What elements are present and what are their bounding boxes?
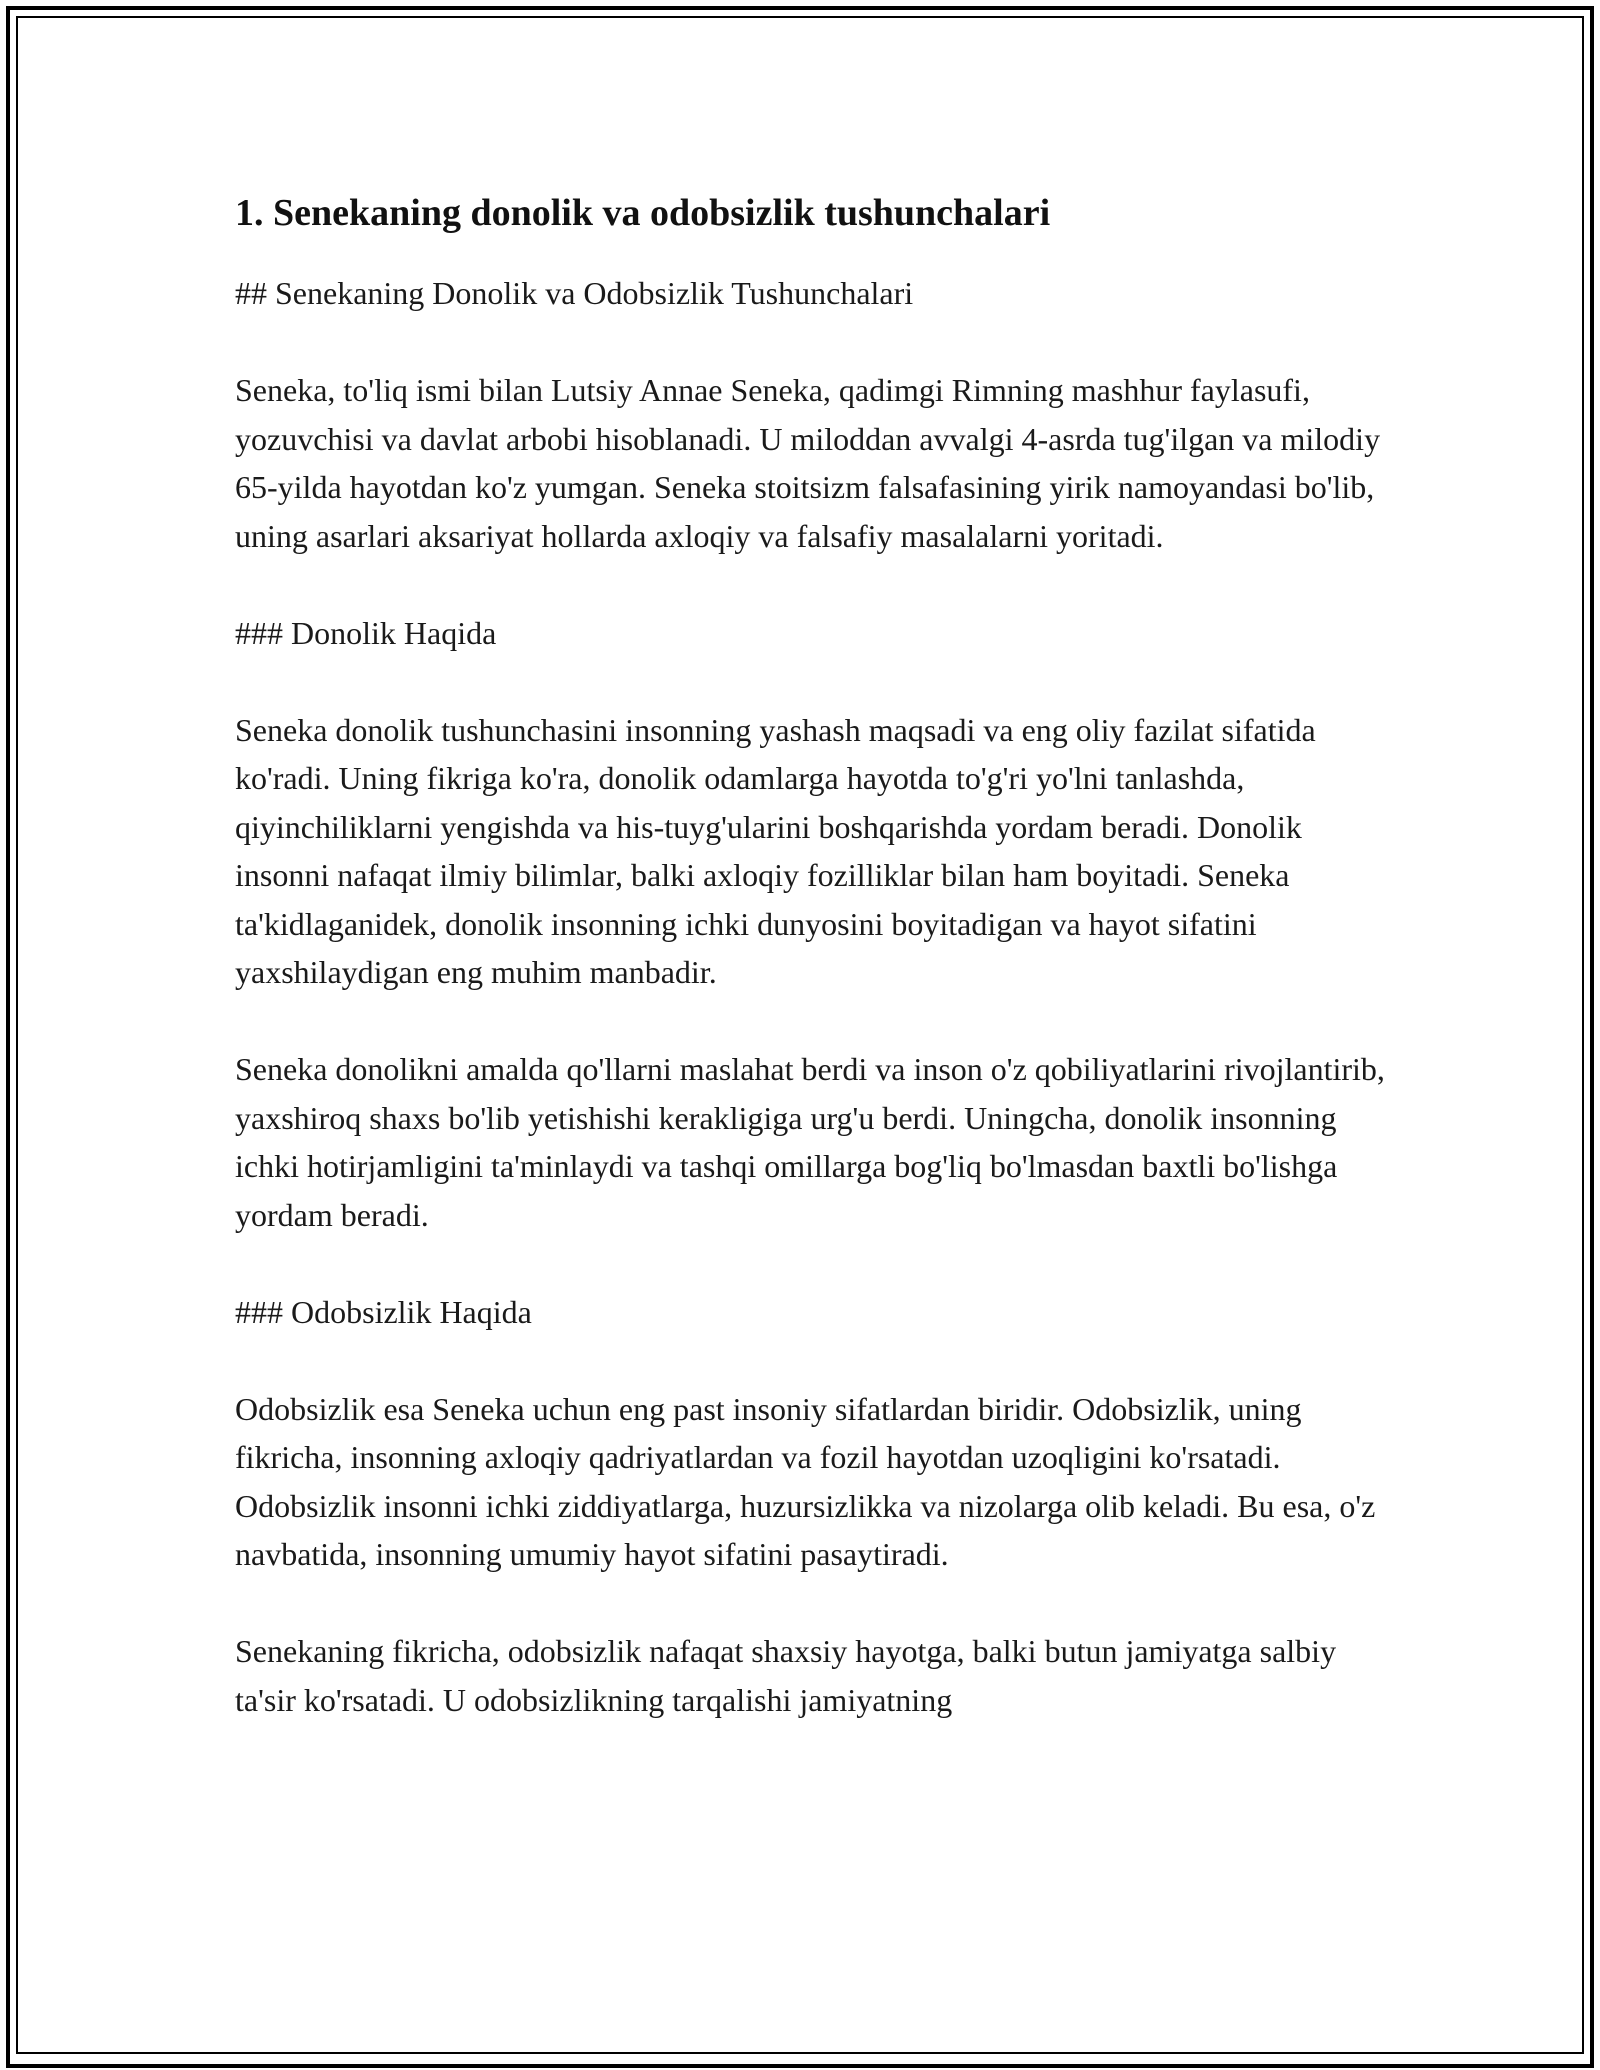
document-title: 1. Senekaning donolik va odobsizlik tushunchalari — [235, 192, 1051, 234]
subheading-odobsizlik: ### Odobsizlik Haqida — [235, 1293, 532, 1330]
subheading-main: ## Senekaning Donolik va Odobsizlik Tushunchalari — [235, 275, 914, 311]
paragraph-odobsizlik-1: Odobsizlik esa Seneka uchun eng past insoniy sifatlardan biridir. Odobsizlik, uning fikricha, insonning axloqiy qadriyatlardan va fozil hayotdan uzoqligini ko'rsatadi. Odobsizlik insonni ichki ziddiyatlarga, huzursizlikka va nizolarga olib keladi. Bu esa, o'z navbatida, insonning umumiy hayot sifatini pasaytiradi. — [235, 1390, 1376, 1572]
document-body — [235, 185, 1385, 1773]
paragraph-donolik-1: Seneka donolik tushunchasini insonning yashash maqsadi va eng oliy fazilat sifatida ko'radi. Uning fikriga ko'ra, donolik odamlarga hayotda to'g'ri yo'lni tanlashda, qiyinchiliklarni yengishda va his-tuyg'ularini boshqarishda yordam beradi. Donolik insonni nafaqat ilmiy bilimlar, balki axloqiy fozilliklar bilan ham boyitadi. Seneka ta'kidlaganidek, donolik insonning ichki dunyosini boyitadigan va hayot sifatini yaxshilaydigan eng muhim manbadir. — [235, 711, 1316, 990]
subheading-donolik: ### Donolik Haqida — [235, 614, 497, 651]
paragraph-donolik-2: Seneka donolikni amalda qo'llarni maslahat berdi va inson o'z qobiliyatlarini rivojlantirib, yaxshiroq shaxs bo'lib yetishishi kerakligiga urg'u berdi. Uningcha, donolik insonning ichki hotirjamligini ta'minlaydi va tashqi omillarga bog'liq bo'lmasdan baxtli bo'lishga yordam beradi. — [235, 1051, 1385, 1233]
paragraph-odobsizlik-2: Senekaning fikricha, odobsizlik nafaqat shaxsiy hayotga, balki butun jamiyatga salbiy ta'sir ko'rsatadi. U odobsizlikning tarqalishi jamiyatning — [235, 1633, 1337, 1718]
paragraph-intro: Seneka, to'liq ismi bilan Lutsiy Annae Seneka, qadimgi Rimning mashhur faylasufi, yozuvchisi va davlat arbobi hisoblanadi. U miloddan avvalgi 4-asrda tug'ilgan va milodiy 65-yilda hayotdan ko'z yumgan. Seneka stoitsizm falsafasining yirik namoyandasi bo'lib, uning asarlari aksariyat hollarda axloqiy va falsafiy masalalarni yoritadi. — [235, 372, 1381, 554]
